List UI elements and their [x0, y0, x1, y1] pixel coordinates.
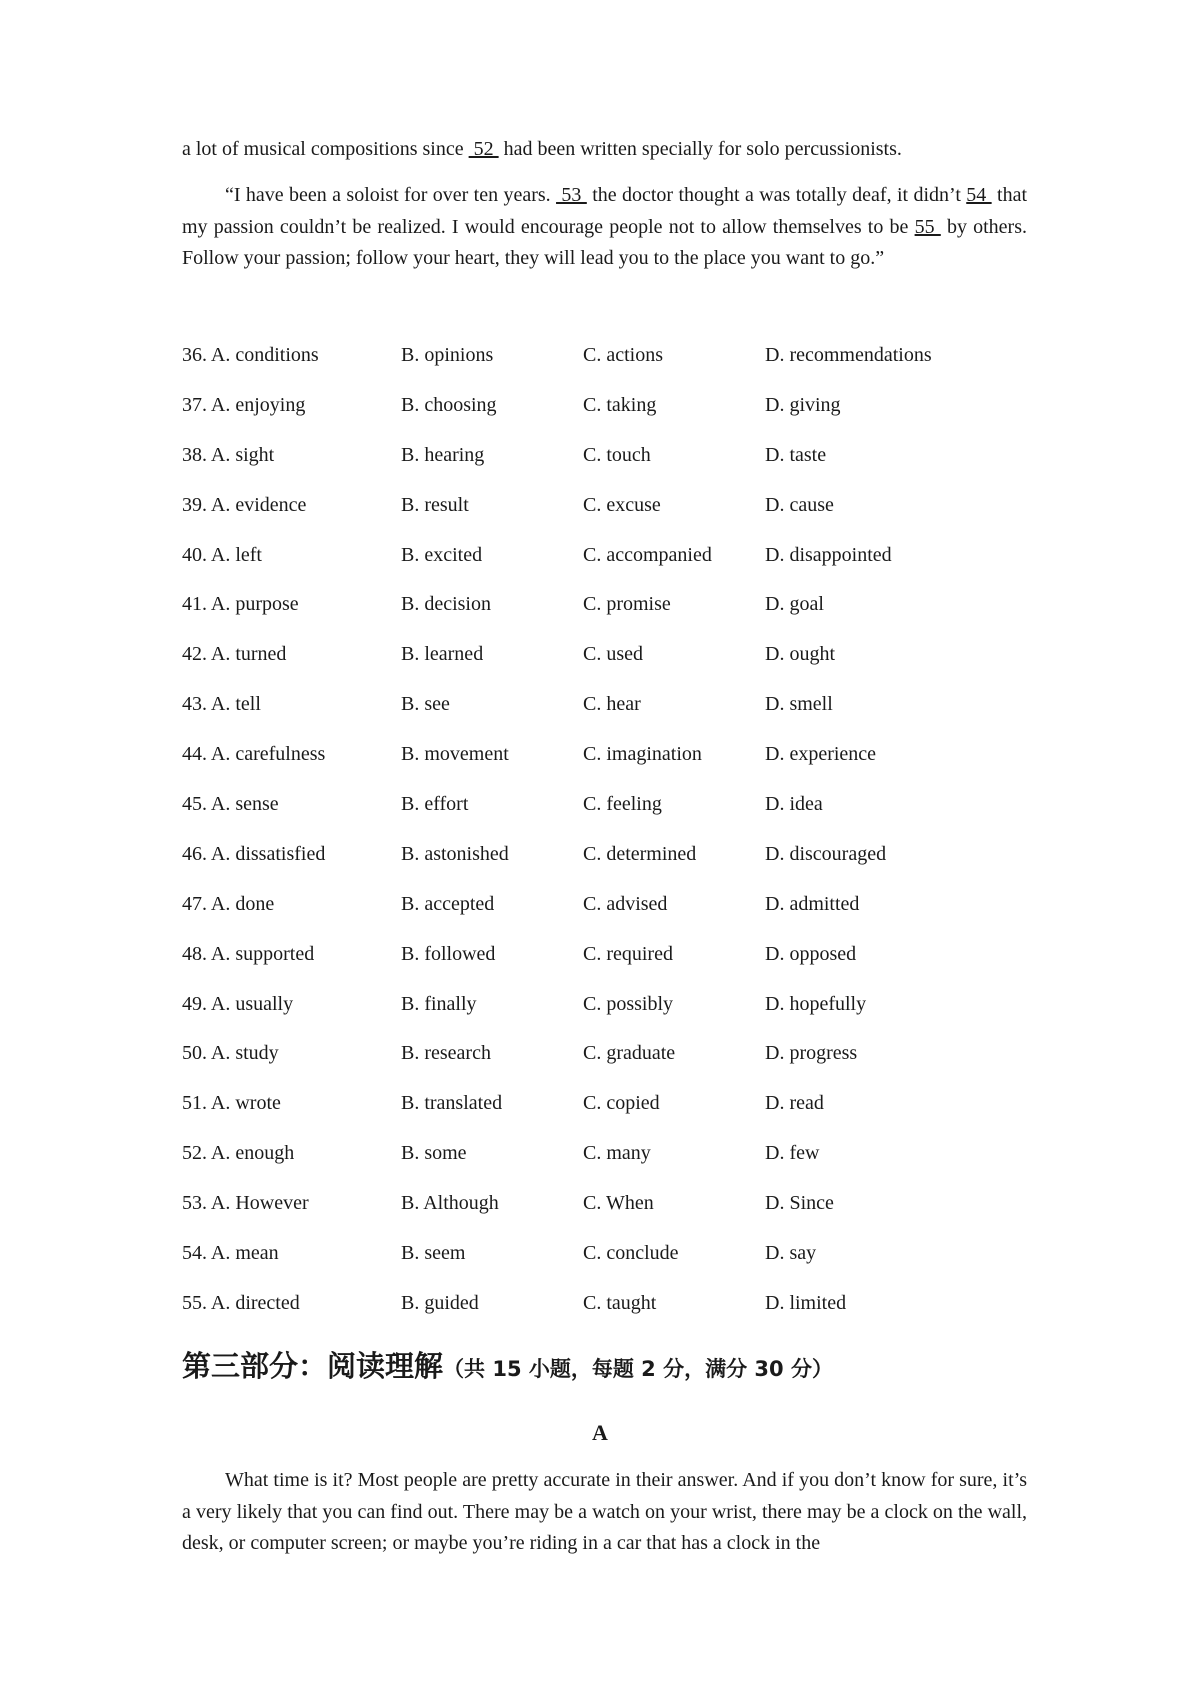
option-c: C. actions — [583, 344, 663, 366]
option-d: D. hopefully — [765, 992, 867, 1015]
option-d: D. goal — [765, 593, 824, 616]
option-d: D. ought — [765, 643, 835, 666]
option-d: D. recommendations — [765, 344, 932, 366]
blank-53: 53 — [556, 184, 587, 206]
option-c: C. feeling — [583, 793, 662, 816]
option-d: D. cause — [765, 493, 834, 516]
option-c: C. determined — [583, 842, 697, 865]
option-a: 54. A. mean — [182, 1242, 279, 1265]
option-a: 53. A. However — [182, 1192, 309, 1215]
option-d: D. disappointed — [765, 543, 892, 566]
option-b: B. opinions — [401, 344, 494, 366]
question-row — [182, 989, 1027, 1039]
option-a: 43. A. tell — [182, 693, 261, 716]
option-c: C. accompanied — [583, 543, 712, 566]
option-d: D. read — [765, 1092, 824, 1115]
question-row — [182, 889, 1027, 939]
passage-text: the doctor thought a was totally deaf, it didn’t — [586, 184, 967, 206]
question-row — [182, 639, 1027, 689]
option-c: C. conclude — [583, 1242, 679, 1265]
option-b: B. astonished — [401, 842, 509, 865]
question-row — [182, 540, 1027, 590]
question-row — [182, 340, 1027, 390]
option-d: D. opposed — [765, 942, 857, 965]
passage-label: A — [592, 1420, 608, 1445]
option-a: 46. A. dissatisfied — [182, 842, 326, 865]
blank-52: 52 — [468, 138, 499, 160]
option-a: 45. A. sense — [182, 793, 279, 816]
option-c: C. When — [583, 1192, 654, 1215]
option-a: 39. A. evidence — [182, 493, 307, 516]
option-b: B. guided — [401, 1291, 479, 1314]
option-a: 50. A. study — [182, 1042, 279, 1065]
option-c: C. used — [583, 643, 643, 666]
option-a: 41. A. purpose — [182, 593, 299, 616]
option-d: D. smell — [765, 693, 833, 716]
option-c: C. advised — [583, 892, 668, 915]
option-d: D. giving — [765, 393, 841, 416]
option-b: B. some — [401, 1142, 467, 1165]
section-subtitle: （共 15 小题，每题 2 分，满分 30 分） — [443, 1357, 833, 1381]
question-row — [182, 789, 1027, 839]
option-b: B. learned — [401, 643, 484, 666]
option-a: 49. A. usually — [182, 992, 294, 1015]
option-c: C. imagination — [583, 743, 702, 766]
question-row — [182, 1088, 1027, 1138]
passage-text: a lot of musical compositions since — [182, 138, 469, 160]
passage-a-paragraph: What time is it? Most people are pretty accurate in their answer. And if you don’t know for sure, it’s a very likely that you can find out. There may be a watch on your wrist, there may be a clock on the wall, desk, or computer screen; or maybe you’re riding in a car that has a clock in the — [182, 1469, 1027, 1554]
option-b: B. finally — [401, 992, 477, 1015]
option-a: 48. A. supported — [182, 942, 315, 965]
question-row — [182, 939, 1027, 989]
option-c: C. graduate — [583, 1042, 676, 1065]
passage-text: had been written specially for solo percussionists. — [498, 138, 902, 160]
option-b: B. research — [401, 1042, 491, 1065]
option-b: B. result — [401, 493, 469, 516]
question-row — [182, 1188, 1027, 1238]
option-a: 37. A. enjoying — [182, 393, 306, 416]
question-row — [182, 390, 1027, 440]
option-c: C. possibly — [583, 992, 674, 1015]
option-c: C. required — [583, 942, 673, 965]
section-title: 第三部分：阅读理解 — [182, 1349, 444, 1383]
option-c: C. promise — [583, 593, 671, 616]
option-a: 42. A. turned — [182, 643, 287, 666]
option-d: D. say — [765, 1242, 817, 1265]
option-d: D. discouraged — [765, 842, 887, 865]
option-b: B. hearing — [401, 443, 485, 466]
option-d: D. taste — [765, 443, 827, 466]
question-row — [182, 490, 1027, 540]
option-d: D. few — [765, 1142, 820, 1165]
option-c: C. many — [583, 1142, 651, 1165]
option-c: C. excuse — [583, 493, 661, 516]
passage-text: “I have been a soloist for over ten years. — [225, 184, 557, 206]
question-row — [182, 1238, 1027, 1288]
option-a: 40. A. left — [182, 543, 262, 566]
option-b: B. accepted — [401, 892, 495, 915]
option-a: 52. A. enough — [182, 1142, 295, 1165]
option-b: B. see — [401, 693, 450, 716]
option-d: D. limited — [765, 1291, 847, 1314]
option-a: 47. A. done — [182, 892, 275, 915]
option-b: B. choosing — [401, 393, 497, 416]
option-c: C. touch — [583, 443, 651, 466]
passage-line-continuation — [182, 134, 1027, 166]
option-a: 38. A. sight — [182, 443, 275, 466]
question-row — [182, 589, 1027, 639]
option-d: D. progress — [765, 1042, 858, 1065]
option-b: B. followed — [401, 942, 496, 965]
option-d: D. admitted — [765, 892, 860, 915]
question-row — [182, 1038, 1027, 1088]
passage-text: that my passion couldn’t be realized. I would encourage people not to allow themselves to be — [182, 184, 1028, 238]
option-b: B. translated — [401, 1092, 503, 1115]
question-row — [182, 440, 1027, 490]
option-b: B. Although — [401, 1192, 499, 1215]
option-c: C. taking — [583, 393, 657, 416]
option-c: C. taught — [583, 1291, 657, 1314]
option-d: D. experience — [765, 743, 877, 766]
option-c: C. copied — [583, 1092, 660, 1115]
question-row — [182, 839, 1027, 889]
option-b: B. seem — [401, 1242, 466, 1265]
option-b: B. excited — [401, 543, 483, 566]
option-a: 51. A. wrote — [182, 1092, 281, 1115]
option-d: D. idea — [765, 793, 823, 816]
option-d: D. Since — [765, 1192, 834, 1215]
option-b: B. decision — [401, 593, 491, 616]
blank-55: 55 — [914, 215, 941, 238]
answer-options-list — [182, 340, 1027, 1338]
option-a: 55. A. directed — [182, 1291, 300, 1314]
question-row — [182, 739, 1027, 789]
option-c: C. hear — [583, 693, 641, 716]
question-row — [182, 1288, 1027, 1338]
section-heading — [182, 1346, 833, 1389]
question-row — [182, 1138, 1027, 1188]
passage-text: by others. Follow your passion; follow your heart, they will lead you to the place you want to go.” — [182, 215, 1028, 269]
question-row — [182, 689, 1027, 739]
option-a: 36. A. conditions — [182, 344, 319, 366]
option-b: B. effort — [401, 793, 469, 816]
passage-paragraph-quote — [182, 180, 1027, 275]
option-a: 44. A. carefulness — [182, 743, 326, 766]
option-b: B. movement — [401, 743, 509, 766]
blank-54: 54 — [966, 184, 992, 206]
